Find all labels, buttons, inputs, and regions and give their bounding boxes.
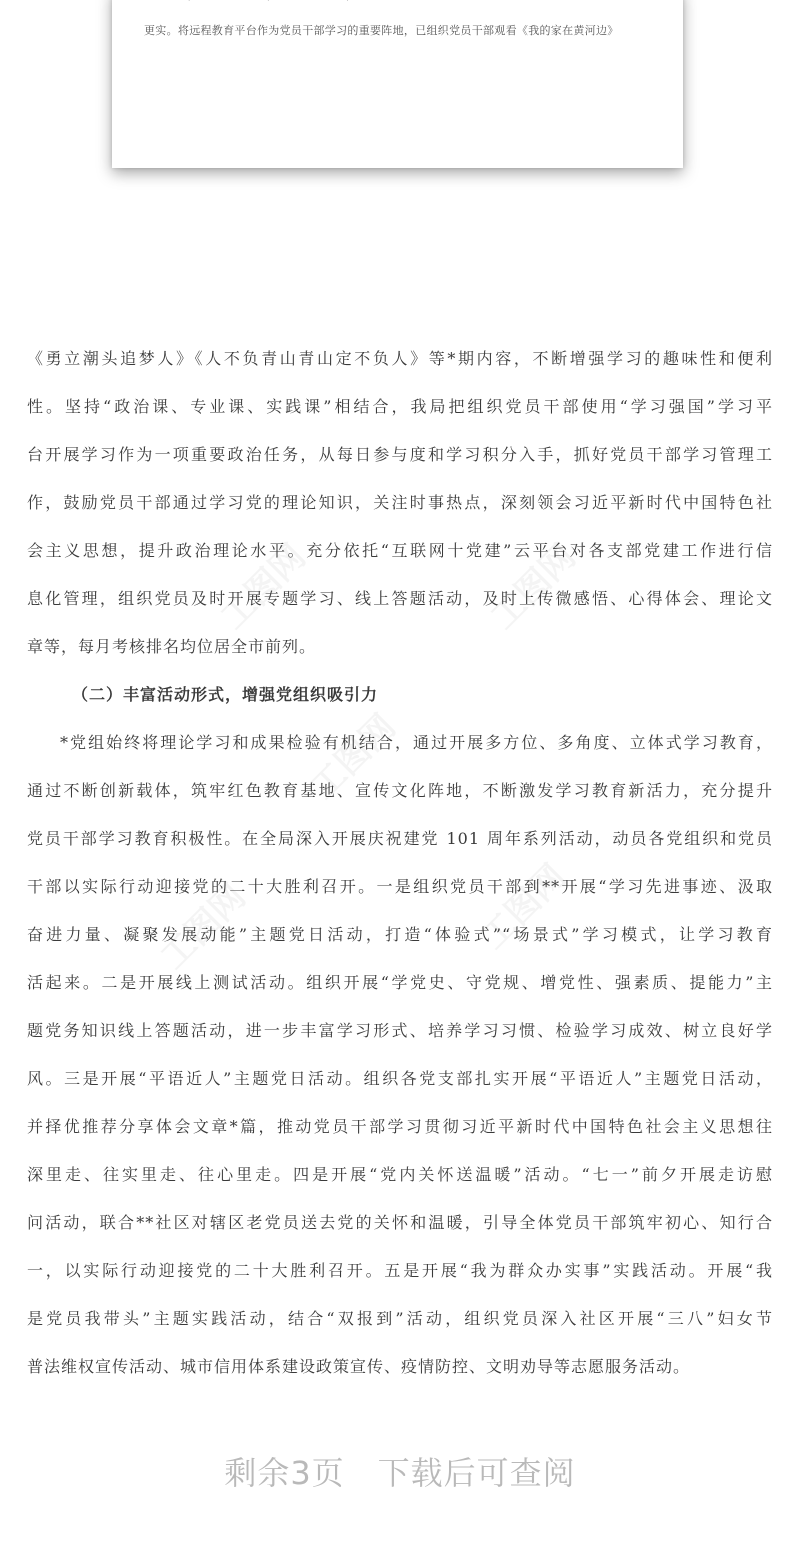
preview-line	[154, 0, 653, 2]
document-preview-card	[112, 0, 683, 168]
body-line: 台开展学习作为一项重要政治任务，从每日参与度和学习积分入手，抓好党员干部学习管理工	[27, 445, 773, 464]
body-line: 通过不断创新载体，筑牢红色教育基地、宣传文化阵地，不断激发学习教育新活力，充分提升	[27, 781, 773, 800]
section-heading: （二）丰富活动形式，增强党组织吸引力	[72, 685, 379, 704]
body-line: 活起来。二是开展线上测试活动。组织开展“学党史、守党规、增党性、强素质、提能力”主	[27, 973, 773, 992]
document-body	[27, 335, 773, 1391]
body-line: 是党员我带头”主题实践活动，结合“双报到”活动，组织党员深入社区开展“三八”妇女节	[27, 1309, 773, 1328]
body-line: 奋进力量、凝聚发展动能”主题党日活动，打造“体验式”“场景式”学习模式，让学习教育	[27, 925, 773, 944]
body-line: 题党务知识线上答题活动，进一步丰富学习形式、培养学习习惯、检验学习成效、树立良好学	[27, 1021, 773, 1040]
body-line: 并择优推荐分享体会文章*篇，推动党员干部学习贯彻习近平新时代中国特色社会主义思想往	[27, 1117, 773, 1136]
body-line: 深里走、往实里走、往心里走。四是开展“党内关怀送温暖”活动。“七一”前夕开展走访慰	[27, 1165, 773, 1184]
body-line: 一，以实际行动迎接党的二十大胜利召开。五是开展“我为群众办实事”实践活动。开展“我	[27, 1261, 773, 1280]
download-to-read-banner[interactable]: 剩余3页 下载后可查阅	[224, 1454, 576, 1492]
body-line: 问活动，联合**社区对辖区老党员送去党的关怀和温暖，引导全体党员干部筑牢初心、知行合	[27, 1213, 773, 1232]
body-line: 会主义思想，提升政治理论水平。充分依托“互联网十党建”云平台对各支部党建工作进行信	[27, 541, 773, 560]
body-line: 性。坚持“政治课、专业课、实践课”相结合，我局把组织党员干部使用“学习强国”学习平	[27, 397, 773, 416]
body-line: 息化管理，组织党员及时开展专题学习、线上答题活动，及时上传微感悟、心得体会、理论文	[27, 589, 773, 608]
body-line: 党员干部学习教育积极性。在全局深入开展庆祝建党 101 周年系列活动，动员各党组织和党员	[27, 829, 773, 848]
body-line: 干部以实际行动迎接党的二十大胜利召开。一是组织党员干部到**开展“学习先进事迹、汲取	[27, 877, 773, 896]
body-line: 作，鼓励党员干部通过学习党的理论知识，关注时事热点，深刻领会习近平新时代中国特色社	[27, 493, 773, 512]
body-line: 章等，每月考核排名均位居全市前列。	[27, 637, 317, 656]
body-line: 《勇立潮头追梦人》《人不负青山青山定不负人》等*期内容，不断增强学习的趣味性和便利	[27, 349, 773, 368]
body-line: 风。三是开展“平语近人”主题党日活动。组织各党支部扎实开展“平语近人”主题党日活动，	[27, 1069, 773, 1088]
preview-line: 更实。将远程教育平台作为党员干部学习的重要阵地，已组织党员干部观看《我的家在黄河边》	[144, 24, 619, 37]
body-line: *党组始终将理论学习和成果检验有机结合，通过开展多方位、多角度、立体式学习教育，	[60, 733, 773, 752]
body-line: 普法维权宣传活动、城市信用体系建设政策宣传、疫情防控、文明劝导等志愿服务活动。	[27, 1357, 691, 1376]
